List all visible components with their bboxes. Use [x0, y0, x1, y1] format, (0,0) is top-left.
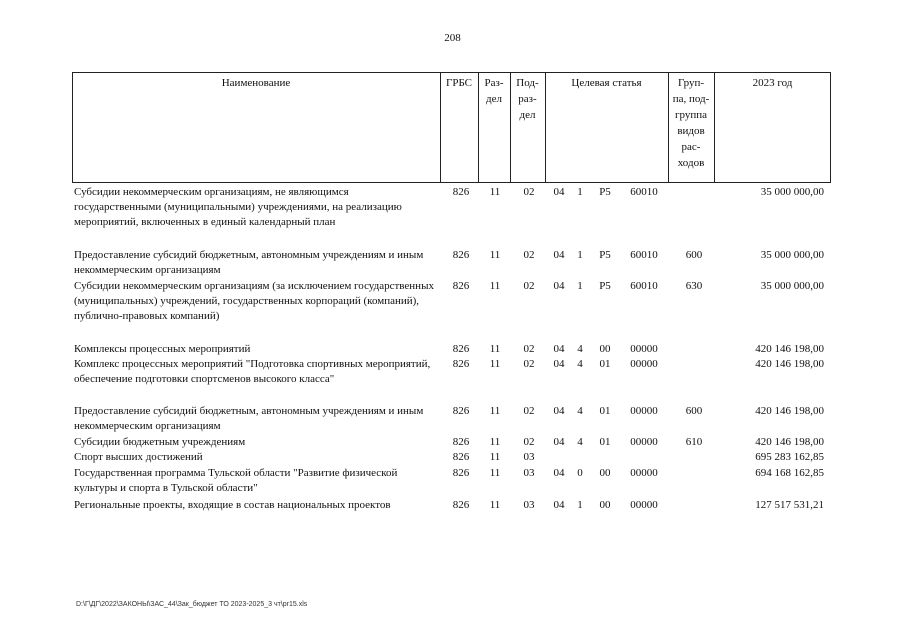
row-amount: 35 000 000,00: [760, 249, 824, 261]
row-target-type: 4: [577, 343, 583, 355]
header-podrazdel: Под- раз- дел: [516, 77, 539, 121]
row-target-program: 04: [553, 358, 565, 370]
row-target-project: Р5: [599, 186, 611, 198]
row-name: Предоставление субсидий бюджетным, автономным учреждениям и иным некоммерческим организациям: [74, 405, 424, 432]
row-target-program: 04: [553, 186, 565, 198]
row-razdel: 11: [489, 499, 501, 511]
file-path-footer: D:\Г\ДГ\2022\ЗАКОНЫ\ЗАС_44\Зак_бюджет ТО 2023-2025_3 чт\pr15.xls: [76, 601, 308, 608]
row-expense-group: 630: [685, 280, 703, 292]
row-target-program: 04: [553, 343, 565, 355]
row-razdel: 11: [489, 358, 501, 370]
header-target: Целевая статья: [571, 77, 642, 89]
row-grbs: 826: [452, 343, 470, 355]
row-grbs: 826: [452, 451, 470, 463]
row-grbs: 826: [452, 467, 470, 479]
header-group: Груп- па, под- группа видов рас- ходов: [672, 77, 710, 169]
row-target-type: 0: [577, 467, 583, 479]
row-expense-group: 600: [685, 405, 703, 417]
row-podrazdel: 02: [523, 186, 535, 198]
row-name: Комплекс процессных мероприятий "Подготовка спортивных мероприятий, обеспечение подготовки спортсменов высокого класса": [74, 358, 431, 385]
row-razdel: 11: [489, 343, 501, 355]
row-podrazdel: 02: [523, 436, 535, 448]
row-target-code: 00000: [630, 499, 658, 511]
row-target-project: 01: [599, 405, 611, 417]
header-name: Наименование: [221, 77, 291, 89]
row-name: Субсидии бюджетным учреждениям: [74, 436, 246, 448]
row-target-code: 60010: [630, 186, 658, 198]
row-target-program: 04: [553, 499, 565, 511]
row-expense-group: 610: [685, 436, 703, 448]
row-grbs: 826: [452, 280, 470, 292]
row-target-type: 1: [577, 499, 583, 511]
row-podrazdel: 02: [523, 343, 535, 355]
row-target-code: 00000: [630, 343, 658, 355]
row-target-program: 04: [553, 280, 565, 292]
row-expense-group: 600: [685, 249, 703, 261]
row-name: Предоставление субсидий бюджетным, автономным учреждениям и иным некоммерческим организациям: [74, 249, 424, 276]
row-name: Субсидии некоммерческим организациям (за исключением государственных (муниципальных) учреждений, государственных корпораций (компаний), публично-правовых компаний): [74, 280, 434, 322]
header-grbs: ГРБС: [445, 77, 473, 89]
row-podrazdel: 02: [523, 358, 535, 370]
row-grbs: 826: [452, 436, 470, 448]
row-amount: 420 146 198,00: [755, 343, 824, 355]
row-grbs: 826: [452, 405, 470, 417]
row-target-project: 00: [599, 467, 611, 479]
row-target-type: 4: [577, 436, 583, 448]
row-name: Спорт высших достижений: [74, 451, 203, 463]
row-target-type: 1: [577, 186, 583, 198]
row-name: Комплексы процессных мероприятий: [74, 343, 251, 355]
row-target-code: 60010: [630, 280, 658, 292]
row-podrazdel: 02: [523, 280, 535, 292]
row-razdel: 11: [489, 405, 501, 417]
row-amount: 35 000 000,00: [760, 186, 824, 198]
row-amount: 694 168 162,85: [755, 467, 824, 479]
row-target-type: 1: [577, 280, 583, 292]
header-razdel: Раз- дел: [484, 77, 504, 105]
row-target-type: 4: [577, 405, 583, 417]
page-number: 208: [444, 32, 461, 44]
row-target-project: Р5: [599, 249, 611, 261]
row-razdel: 11: [489, 186, 501, 198]
row-target-type: 1: [577, 249, 583, 261]
row-grbs: 826: [452, 358, 470, 370]
row-podrazdel: 03: [523, 451, 535, 463]
row-razdel: 11: [489, 249, 501, 261]
row-amount: 127 517 531,21: [755, 499, 824, 511]
row-name: Субсидии некоммерческим организациям, не являющимся государственными (муниципальными) учреждениями, на реализацию мероприятий, включенных в единый календарный план: [74, 186, 402, 228]
row-target-code: 00000: [630, 467, 658, 479]
row-amount: 420 146 198,00: [755, 358, 824, 370]
row-amount: 35 000 000,00: [760, 280, 824, 292]
row-target-project: Р5: [599, 280, 611, 292]
row-amount: 420 146 198,00: [755, 405, 824, 417]
row-target-project: 01: [599, 436, 611, 448]
row-grbs: 826: [452, 499, 470, 511]
row-razdel: 11: [489, 451, 501, 463]
row-razdel: 11: [489, 436, 501, 448]
row-target-program: 04: [553, 249, 565, 261]
row-name: Государственная программа Тульской области "Развитие физической культуры и спорта в Тульской области": [74, 467, 398, 494]
row-target-code: 00000: [630, 436, 658, 448]
row-target-program: 04: [553, 436, 565, 448]
row-podrazdel: 02: [523, 249, 535, 261]
row-podrazdel: 03: [523, 499, 535, 511]
row-target-code: 00000: [630, 358, 658, 370]
row-name: Региональные проекты, входящие в состав национальных проектов: [74, 499, 391, 511]
row-target-type: 4: [577, 358, 583, 370]
row-target-program: 04: [553, 405, 565, 417]
row-target-project: 00: [599, 499, 611, 511]
row-podrazdel: 03: [523, 467, 535, 479]
row-razdel: 11: [489, 280, 501, 292]
row-target-program: 04: [553, 467, 565, 479]
row-amount: 420 146 198,00: [755, 436, 824, 448]
row-grbs: 826: [452, 249, 470, 261]
header-year: 2023 год: [752, 77, 793, 89]
row-target-project: 00: [599, 343, 611, 355]
row-target-project: 01: [599, 358, 611, 370]
row-podrazdel: 02: [523, 405, 535, 417]
row-target-code: 60010: [630, 249, 658, 261]
row-target-code: 00000: [630, 405, 658, 417]
row-grbs: 826: [452, 186, 470, 198]
row-amount: 695 283 162,85: [755, 451, 824, 463]
row-razdel: 11: [489, 467, 501, 479]
